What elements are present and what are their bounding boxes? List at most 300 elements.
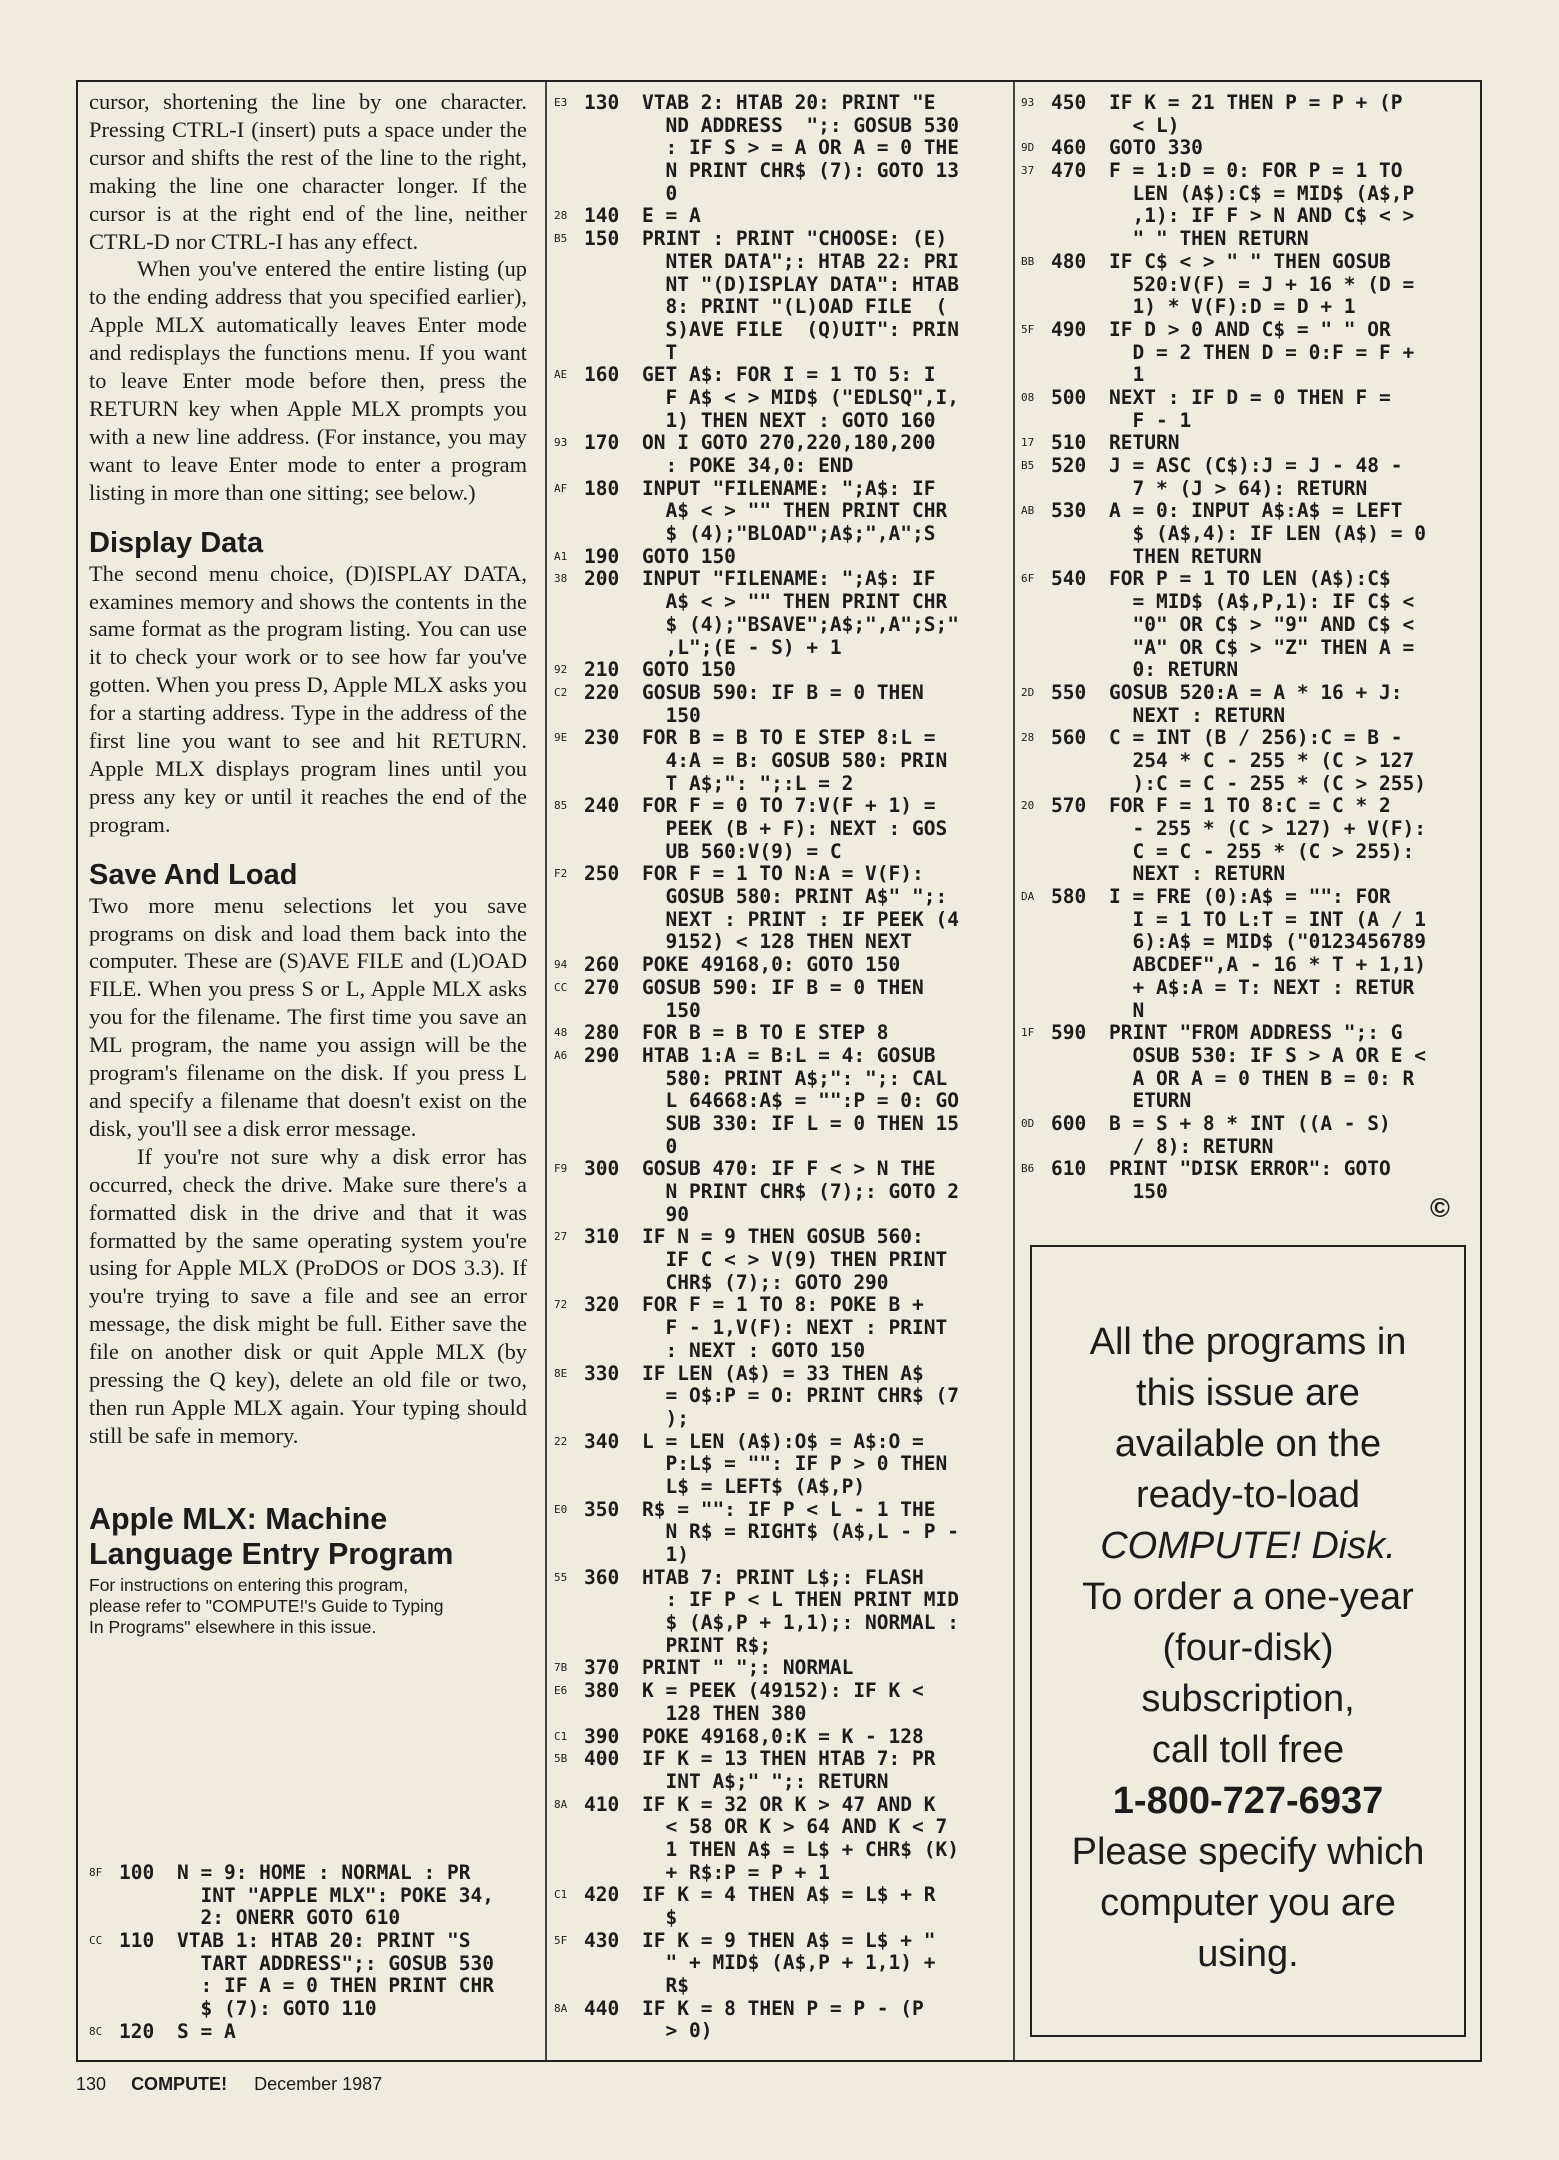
line-number-spacer: [584, 1272, 642, 1295]
code-text: A$ < > "" THEN PRINT CHR: [642, 499, 948, 523]
line-number: 150: [584, 227, 620, 251]
code-text: 7 * (J > 64): RETURN: [1109, 476, 1368, 500]
code-line: [554, 1816, 959, 1839]
code-text: NEXT : IF D = 0 THEN F =: [1109, 385, 1391, 409]
line-number-spacer: [584, 886, 642, 909]
ad-line: Please specify which: [1071, 1831, 1425, 1873]
line-number-spacer: [584, 410, 642, 433]
code-line: [554, 364, 959, 387]
line-number: 390: [584, 1724, 620, 1748]
code-text: ,L";(E - S) + 1: [642, 635, 842, 659]
line-number-spacer: [1051, 818, 1109, 841]
line-number-spacer: [584, 455, 642, 478]
code-text: PRINT : PRINT "CHOOSE: (E): [642, 227, 948, 251]
code-line: [554, 1499, 959, 1522]
line-number-spacer: [1051, 1068, 1109, 1091]
ad-line-product: COMPUTE! Disk.: [1100, 1525, 1396, 1567]
line-number: 430: [584, 1928, 620, 1952]
code-text: GOSUB 520:A = A * 16 + J:: [1109, 680, 1403, 704]
line-number-spacer: [1051, 750, 1109, 773]
line-number: 220: [584, 680, 620, 704]
code-text: GOSUB 590: IF B = 0 THEN: [642, 680, 924, 704]
code-line: [554, 977, 959, 1000]
line-number: 580: [1051, 885, 1087, 909]
code-text: FOR B = B TO E STEP 8: [642, 1021, 889, 1045]
checksum: 9D: [1021, 141, 1035, 155]
code-line: [554, 818, 959, 841]
line-number-spacer: [584, 591, 642, 614]
code-line: [554, 455, 959, 478]
ad-line: this issue are: [1136, 1372, 1360, 1414]
line-number-spacer: [584, 1181, 642, 1204]
code-text: A = 0: INPUT A$:A$ = LEFT: [1109, 499, 1403, 523]
code-text: " " THEN RETURN: [1109, 227, 1309, 251]
checksum: 38: [554, 572, 568, 586]
line-number: 380: [584, 1679, 620, 1703]
code-line: [1021, 92, 1426, 115]
line-number-spacer: [584, 1907, 642, 1930]
line-number: 460: [1051, 136, 1087, 160]
code-line: [554, 1952, 959, 1975]
code-line: [1021, 500, 1426, 523]
code-text: 1): [642, 1543, 689, 1566]
code-line: [554, 1839, 959, 1862]
code-text: POKE 49168,0: GOTO 150: [642, 953, 901, 977]
code-text: < L): [1109, 113, 1180, 137]
line-number: 360: [584, 1565, 620, 1589]
checksum: B5: [554, 232, 568, 246]
ad-phone-number: 1-800-727-6937: [1112, 1780, 1384, 1822]
code-line: [89, 1885, 494, 1908]
code-line: [1021, 637, 1426, 660]
code-text: ON I GOTO 270,220,180,200: [642, 431, 936, 455]
listing-note-line: For instructions on entering this program,: [89, 1574, 409, 1595]
line-number-spacer: [584, 909, 642, 932]
checksum: 5B: [554, 1752, 568, 1766]
code-text: F = 1:D = 0: FOR P = 1 TO: [1109, 159, 1403, 183]
paragraph-save-load: Two more menu selections let you save programs on disk and load them back into the computer. These are (S)AVE FILE and (L)OAD FILE. When you press S or L, Apple MLX asks you for the filename. The first time you save an ML program, the name you assign will be the program's filename on the disk. If you press L and specify a filename that doesn't exist on the disk, you'll see a disk error message.: [89, 892, 527, 1141]
code-text: A$ < > "" THEN PRINT CHR: [642, 590, 948, 614]
checksum: 08: [1021, 390, 1035, 404]
code-line: [1021, 523, 1426, 546]
code-line: [1021, 818, 1426, 841]
code-text: PRINT "FROM ADDRESS ";: G: [1109, 1021, 1403, 1045]
code-text: > 0): [642, 2019, 713, 2043]
code-text: : POKE 34,0: END: [642, 454, 854, 477]
code-text: : IF A = 0 THEN PRINT CHR: [177, 1974, 494, 1998]
checksum: 0D: [1021, 1116, 1035, 1130]
code-line: [554, 1226, 959, 1249]
code-line: [1021, 364, 1426, 387]
code-line: [554, 1521, 959, 1544]
line-number-spacer: [1051, 1000, 1109, 1023]
listing-instructions: [89, 1575, 527, 1638]
checksum: 2D: [1021, 685, 1035, 699]
code-line: [1021, 705, 1426, 728]
line-number-spacer: [584, 1204, 642, 1227]
code-line: [554, 568, 959, 591]
code-line: [554, 410, 959, 433]
code-line: [1021, 137, 1426, 160]
code-text: N PRINT CHR$ (7): GOTO 13: [642, 159, 959, 183]
code-line: [554, 1068, 959, 1091]
code-text: 0: [642, 181, 678, 205]
line-number-spacer: [584, 1000, 642, 1023]
code-line: [554, 1000, 959, 1023]
checksum: 27: [554, 1230, 568, 1244]
code-text: 520:V(F) = J + 16 * (D =: [1109, 272, 1415, 296]
line-number-spacer: [584, 319, 642, 342]
line-number-spacer: [1051, 614, 1109, 637]
code-line: [554, 319, 959, 342]
code-text: $: [642, 1906, 678, 1929]
line-number: 100: [119, 1861, 155, 1884]
code-text: IF LEN (A$) = 33 THEN A$: [642, 1361, 924, 1385]
line-number: 330: [584, 1361, 620, 1385]
checksum: B5: [1021, 459, 1035, 472]
code-line: [1021, 841, 1426, 864]
line-number-spacer: [584, 1476, 642, 1499]
code-text: N R$ = RIGHT$ (A$,L - P -: [642, 1520, 959, 1544]
checksum: 8A: [554, 1797, 568, 1811]
code-line: [554, 1340, 959, 1363]
line-number-spacer: [1051, 1045, 1109, 1068]
code-text: 2: ONERR GOTO 610: [177, 1906, 401, 1930]
code-line: [554, 909, 959, 932]
checksum: 8E: [554, 1366, 568, 1380]
code-text: : IF S > = A OR A = 0 THE: [642, 136, 959, 160]
line-number: 180: [584, 476, 620, 500]
code-line: [89, 1953, 494, 1976]
ad-line: call toll free: [1151, 1729, 1345, 1771]
code-text: IF K = 13 THEN HTAB 7: PR: [642, 1747, 936, 1771]
ad-line: ready-to-load: [1136, 1474, 1360, 1516]
checksum: 5F: [1021, 322, 1035, 336]
code-line: [1021, 115, 1426, 138]
checksum: BB: [1021, 254, 1035, 268]
code-text: FOR F = 1 TO 8:C = C * 2: [1109, 794, 1391, 818]
line-number: 350: [584, 1497, 620, 1521]
code-line: [554, 1453, 959, 1476]
code-line: [554, 342, 959, 365]
line-number-spacer: [119, 1998, 177, 2021]
code-text: FOR B = B TO E STEP 8:L =: [642, 726, 936, 750]
code-line: [554, 1748, 959, 1771]
code-line: [1021, 387, 1426, 410]
line-number: 120: [119, 2019, 155, 2043]
code-line: [554, 1589, 959, 1612]
code-text: HTAB 7: PRINT L$;: FLASH: [642, 1565, 924, 1589]
checksum: 28: [1021, 731, 1035, 745]
paragraph-intro: cursor, shortening the line by one character. Pressing CTRL-I (insert) puts a space under the cursor and shifts the rest of the line to the right, making the line one character longer. If the cursor is at the right end of the line, neither CTRL-D nor CTRL-I has any effect.: [89, 89, 527, 254]
code-line: [554, 1045, 959, 1068]
line-number-spacer: [584, 523, 642, 546]
code-text: 8: PRINT "(L)OAD FILE (: [642, 295, 948, 319]
code-line: [554, 705, 959, 728]
line-number: 250: [584, 862, 620, 886]
line-number-spacer: [584, 818, 642, 841]
code-line: [1021, 795, 1426, 818]
code-text: : IF P < L THEN PRINT MID: [642, 1588, 959, 1612]
line-number-spacer: [584, 342, 642, 365]
code-line: [554, 1907, 959, 1930]
code-text: NT "(D)ISPLAY DATA": HTAB: [642, 272, 959, 296]
code-text: GOSUB 590: IF B = 0 THEN: [642, 975, 924, 999]
code-line: [554, 1703, 959, 1726]
code-text: IF K = 32 OR K > 47 AND K: [642, 1792, 936, 1816]
code-text: E = A: [642, 204, 701, 228]
code-text: 1) THEN NEXT : GOTO 160: [642, 408, 936, 432]
code-text: " + MID$ (A$,P + 1,1) +: [642, 1951, 936, 1975]
code-text: F A$ < > MID$ ("EDLSQ",I,: [642, 385, 959, 409]
code-text: IF K = 9 THEN A$ = L$ + ": [642, 1928, 936, 1952]
code-text: INPUT "FILENAME: ";A$: IF: [642, 567, 936, 591]
line-number-spacer: [119, 1907, 177, 1930]
checksum: 93: [554, 436, 568, 450]
line-number-spacer: [119, 1953, 177, 1976]
code-line: [554, 1975, 959, 1998]
code-line: [554, 1204, 959, 1227]
code-line: [554, 1431, 959, 1454]
code-line: [554, 1794, 959, 1817]
page-number: 130: [76, 2074, 107, 2094]
column-rule-1: [545, 82, 547, 2060]
code-text: D = 2 THEN D = 0:F = F +: [1109, 340, 1415, 364]
checksum: DA: [1021, 890, 1035, 904]
code-text: VTAB 1: HTAB 20: PRINT "S: [177, 1929, 471, 1953]
article-column: [89, 88, 527, 1638]
code-line: [554, 1544, 959, 1567]
checksum: E0: [554, 1502, 568, 1516]
code-text: T A$;": ";:L = 2: [642, 771, 854, 795]
code-line: [1021, 478, 1426, 501]
checksum: E3: [554, 96, 568, 109]
code-line: [554, 1771, 959, 1794]
code-line: [1021, 909, 1426, 932]
checksum: 7B: [554, 1661, 568, 1675]
checksum: 1F: [1021, 1026, 1035, 1040]
code-text: 580: PRINT A$;": ";: CAL: [642, 1066, 948, 1090]
ad-line: available on the: [1114, 1423, 1382, 1465]
code-text: = O$:P = O: PRINT CHR$ (7: [642, 1384, 959, 1408]
line-number-spacer: [584, 1839, 642, 1862]
line-number-spacer: [1051, 773, 1109, 796]
line-number-spacer: [1051, 296, 1109, 319]
line-number: 230: [584, 726, 620, 750]
code-text: ,1): IF F > N AND C$ < >: [1109, 204, 1415, 228]
code-text: NTER DATA";: HTAB 22: PRI: [642, 249, 959, 273]
code-line: [554, 1657, 959, 1680]
line-number-spacer: [1051, 183, 1109, 206]
code-line: [554, 1635, 959, 1658]
checksum: AB: [1021, 504, 1035, 518]
code-line: [554, 523, 959, 546]
code-line: [554, 659, 959, 682]
line-number-spacer: [584, 841, 642, 864]
code-text: PRINT "DISK ERROR": GOTO: [1109, 1157, 1391, 1181]
checksum: 55: [554, 1570, 568, 1584]
code-text: N PRINT CHR$ (7);: GOTO 2: [642, 1180, 959, 1203]
line-number: 560: [1051, 726, 1087, 750]
code-text: J = ASC (C$):J = J - 48 -: [1109, 454, 1403, 477]
code-text: S)AVE FILE (Q)UIT": PRIN: [642, 317, 959, 341]
code-line: [1021, 319, 1426, 342]
code-text: N = 9: HOME : NORMAL : PR: [177, 1861, 471, 1884]
line-number-spacer: [1051, 954, 1109, 977]
code-line: [554, 954, 959, 977]
checksum: 37: [1021, 164, 1035, 178]
line-number-spacer: [584, 274, 642, 297]
checksum: A1: [554, 549, 568, 563]
checksum: AE: [554, 368, 568, 382]
line-number: 610: [1051, 1157, 1087, 1181]
code-text: IF N = 9 THEN GOSUB 560:: [642, 1225, 924, 1249]
line-number-spacer: [584, 1249, 642, 1272]
code-line: [1021, 296, 1426, 319]
code-text: B = S + 8 * INT ((A - S): [1109, 1111, 1391, 1135]
line-number: 540: [1051, 567, 1087, 591]
line-number: 270: [584, 975, 620, 999]
line-number-spacer: [584, 500, 642, 523]
line-number-spacer: [119, 1975, 177, 1998]
code-line: [554, 228, 959, 251]
line-number: 480: [1051, 249, 1087, 273]
line-number-spacer: [1051, 1090, 1109, 1113]
code-text: INPUT "FILENAME: ";A$: IF: [642, 476, 936, 500]
code-line: [554, 750, 959, 773]
line-number-spacer: [584, 931, 642, 954]
code-text: HTAB 1:A = B:L = 4: GOSUB: [642, 1043, 936, 1067]
code-text: $ (7): GOTO 110: [177, 1997, 377, 2021]
code-line: [554, 2020, 959, 2043]
code-line: [554, 1090, 959, 1113]
line-number: 320: [584, 1293, 620, 1317]
line-number-spacer: [584, 1771, 642, 1794]
code-text: GET A$: FOR I = 1 TO 5: I: [642, 363, 936, 387]
code-line: [89, 1998, 494, 2021]
code-text: K = PEEK (49152): IF K <: [642, 1679, 924, 1703]
code-line: [1021, 228, 1426, 251]
code-line: [554, 478, 959, 501]
line-number-spacer: [584, 1113, 642, 1136]
code-text: $ (A$,P + 1,1);: NORMAL :: [642, 1611, 959, 1635]
code-text: GOSUB 580: PRINT A$" ";:: [642, 885, 948, 909]
code-line: [554, 251, 959, 274]
line-number-spacer: [584, 1385, 642, 1408]
line-number: 290: [584, 1043, 620, 1067]
code-text: + R$:P = P + 1: [642, 1860, 830, 1884]
line-number: 550: [1051, 680, 1087, 704]
code-line: [554, 637, 959, 660]
line-number-spacer: [1051, 1136, 1109, 1159]
line-number-spacer: [584, 1816, 642, 1839]
code-line: [554, 1181, 959, 1204]
code-line: [89, 1862, 494, 1885]
code-text: GOTO 150: [642, 544, 736, 568]
checksum: B6: [1021, 1162, 1035, 1176]
spacer: [89, 1450, 527, 1502]
code-text: FOR F = 1 TO N:A = V(F):: [642, 862, 924, 886]
line-number: 420: [584, 1883, 620, 1907]
line-number: 240: [584, 794, 620, 818]
checksum: 6F: [1021, 572, 1035, 586]
line-number-spacer: [584, 387, 642, 410]
code-line: [554, 727, 959, 750]
code-line: [1021, 1136, 1426, 1159]
code-text: 4:A = B: GOSUB 580: PRIN: [642, 748, 948, 772]
line-number-spacer: [584, 1952, 642, 1975]
code-text: 1 THEN A$ = L$ + CHR$ (K): [642, 1837, 959, 1861]
line-number: 140: [584, 204, 620, 228]
code-text: 0: RETURN: [1109, 658, 1239, 682]
line-number-spacer: [1051, 931, 1109, 954]
issue-date: December 1987: [254, 2074, 383, 2094]
code-text: $ (A$,4): IF LEN (A$) = 0: [1109, 522, 1426, 546]
ad-line: All the programs in: [1089, 1321, 1407, 1363]
line-number: 110: [119, 1929, 155, 1953]
code-line: [554, 931, 959, 954]
column-rule-2: [1013, 82, 1015, 2060]
code-line: [554, 614, 959, 637]
line-number-spacer: [1051, 909, 1109, 932]
line-number: 210: [584, 658, 620, 682]
code-text: 150: [642, 703, 701, 727]
checksum: 85: [554, 799, 568, 813]
line-number-spacer: [1051, 228, 1109, 251]
code-text: OSUB 530: IF S > A OR E <: [1109, 1043, 1426, 1067]
code-line: [554, 591, 959, 614]
line-number: 170: [584, 431, 620, 455]
checksum: F2: [554, 867, 568, 881]
code-line: [1021, 954, 1426, 977]
code-text: ):C = C - 255 * (C > 255): [1109, 771, 1426, 795]
code-text: FOR P = 1 TO LEN (A$):C$: [1109, 567, 1391, 591]
code-text: );: [642, 1406, 689, 1430]
checksum: E6: [554, 1684, 568, 1698]
line-number-spacer: [1051, 637, 1109, 660]
code-text: S = A: [177, 2019, 236, 2043]
code-line: [1021, 1181, 1426, 1204]
line-number: 570: [1051, 794, 1087, 818]
line-number-spacer: [584, 2020, 642, 2043]
code-line: [554, 1022, 959, 1045]
line-number-spacer: [1051, 591, 1109, 614]
code-line: [554, 296, 959, 319]
line-number-spacer: [1051, 342, 1109, 365]
code-text: TART ADDRESS";: GOSUB 530: [177, 1951, 494, 1975]
code-text: THEN RETURN: [1109, 544, 1262, 568]
code-line: [554, 387, 959, 410]
line-number: 370: [584, 1656, 620, 1680]
line-number: 440: [584, 1996, 620, 2020]
code-line: [554, 183, 959, 206]
code-line: [554, 863, 959, 886]
code-line: [1021, 682, 1426, 705]
page-footer: [76, 2074, 382, 2095]
code-line: [554, 500, 959, 523]
code-text: GOTO 330: [1109, 136, 1203, 160]
code-text: 0: [642, 1134, 678, 1158]
code-text: CHR$ (7);: GOTO 290: [642, 1270, 889, 1294]
code-line: [1021, 1045, 1426, 1068]
checksum: 20: [1021, 799, 1035, 813]
line-number: 310: [584, 1225, 620, 1249]
line-number-spacer: [119, 1885, 177, 1908]
code-text: L 64668:A$ = "":P = 0: GO: [642, 1089, 959, 1113]
code-text: PEEK (B + F): NEXT : GOS: [642, 817, 948, 840]
code-line: [1021, 205, 1426, 228]
code-line: [554, 115, 959, 138]
